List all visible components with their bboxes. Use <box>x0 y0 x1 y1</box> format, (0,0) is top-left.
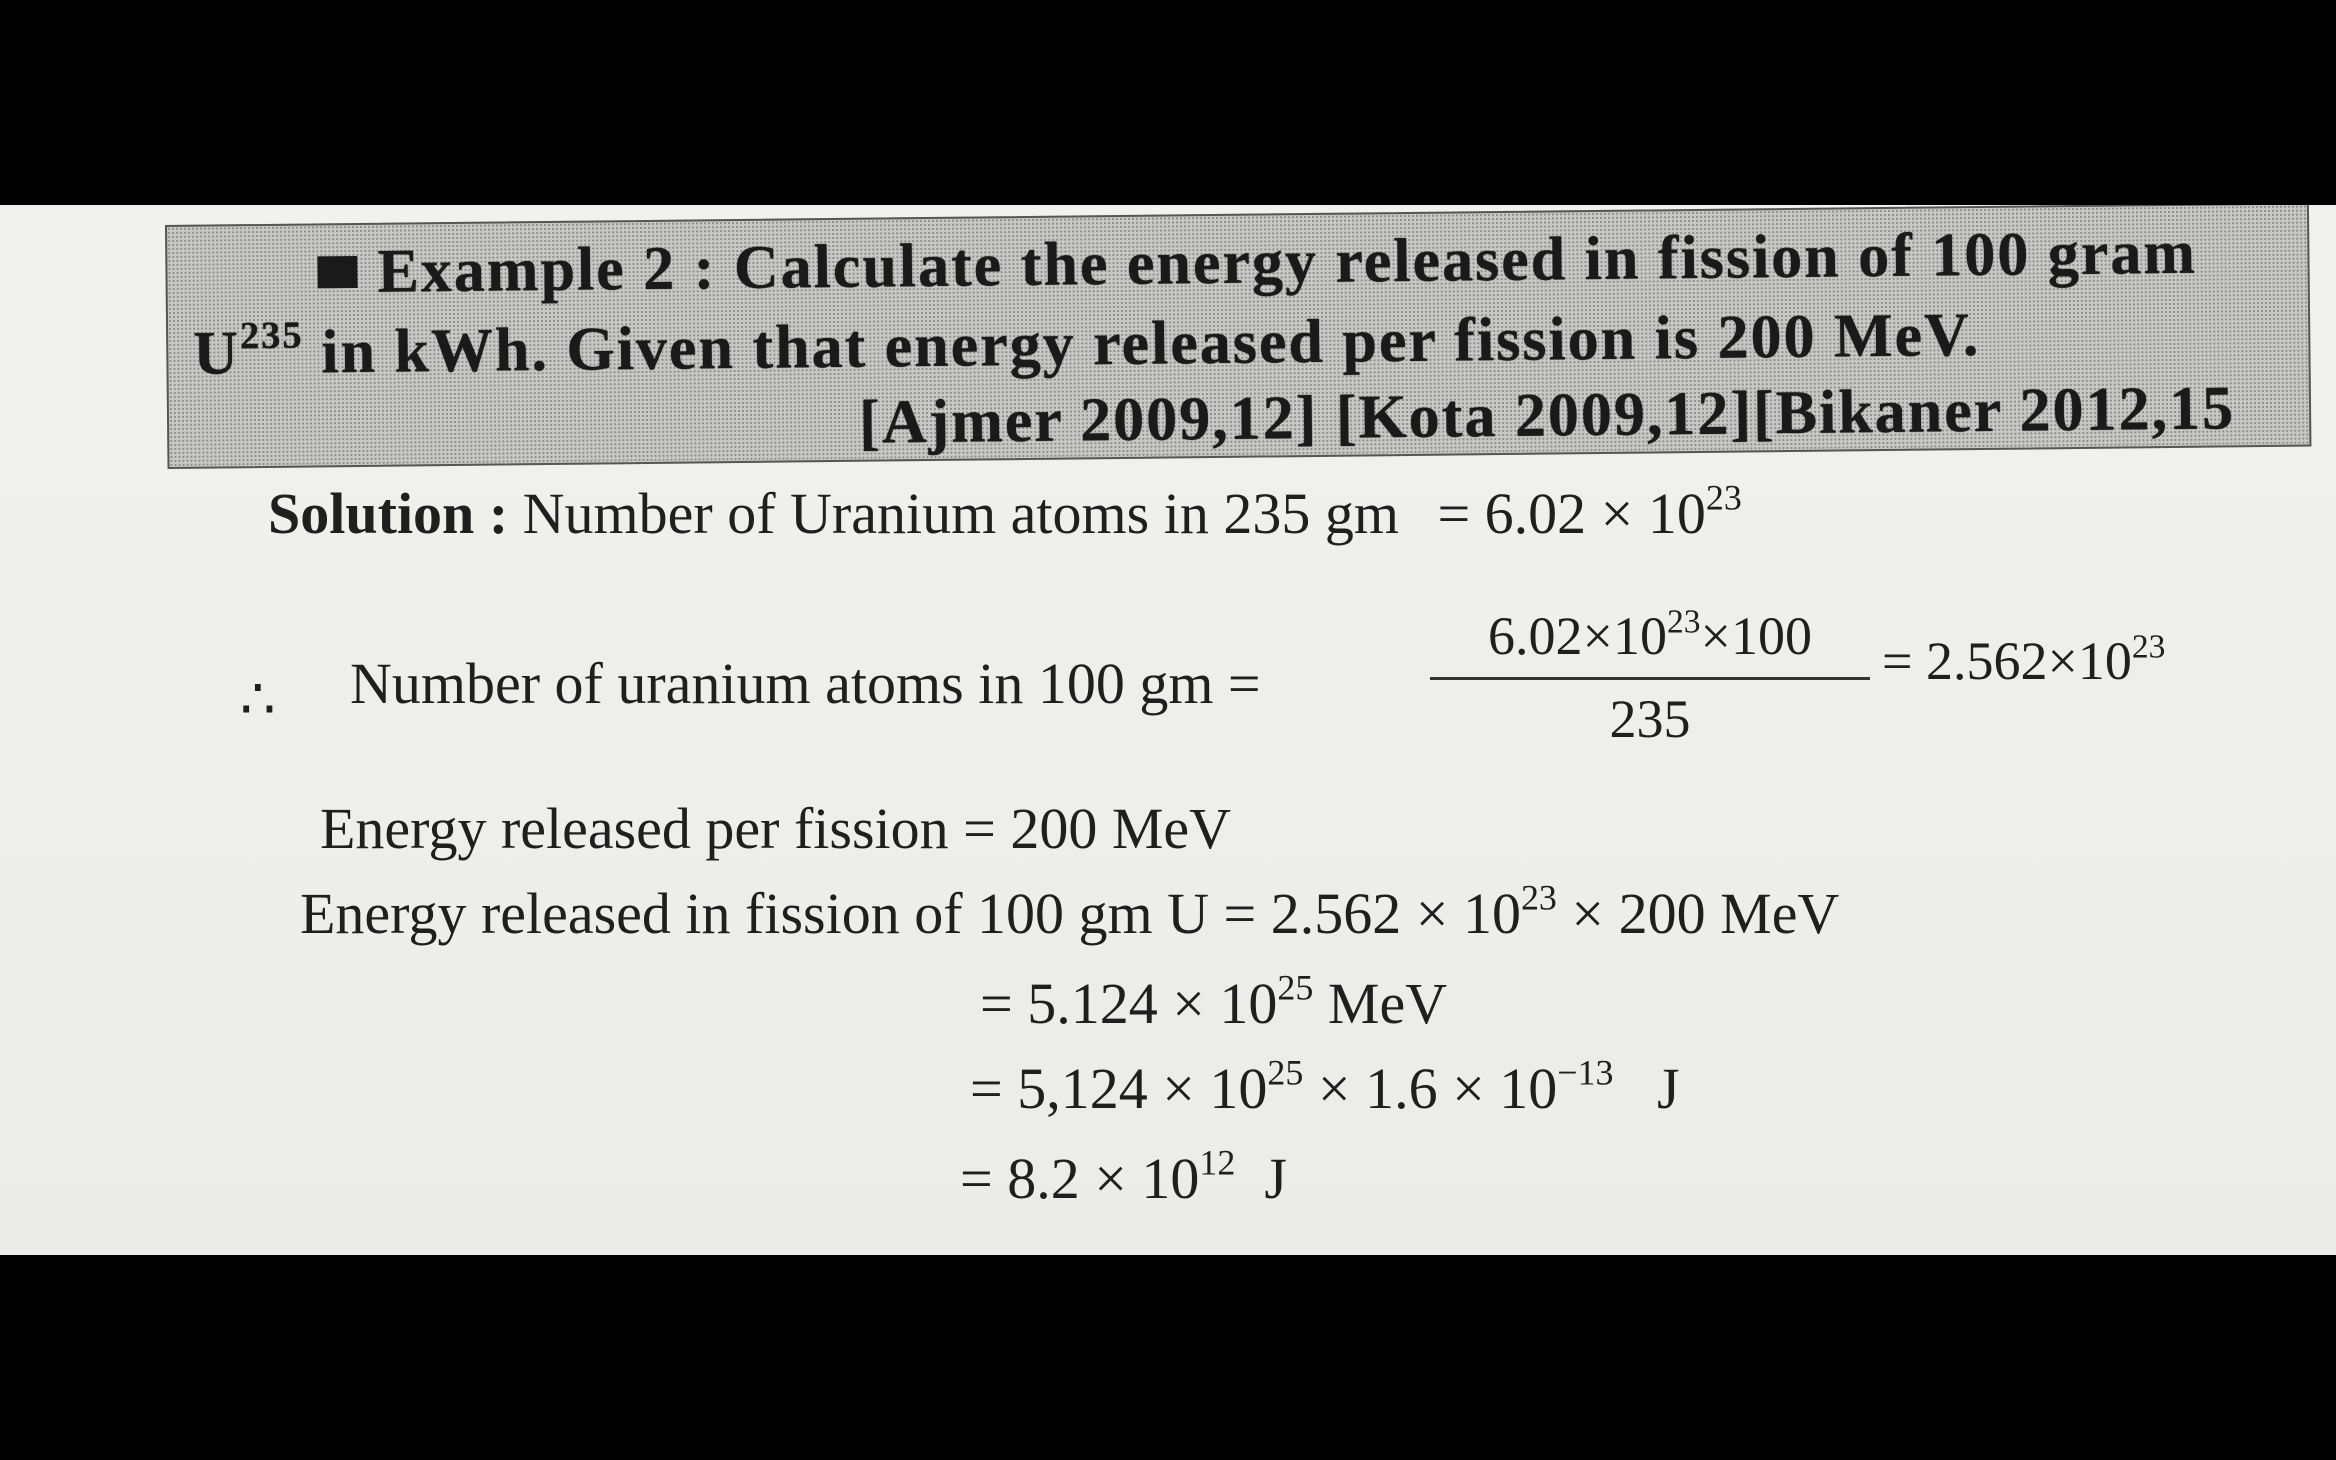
solution-label: Solution : <box>268 481 509 546</box>
exam-sources: [Ajmer 2009,12] [Kota 2009,12][Bikaner 2012,15 <box>858 374 2236 457</box>
therefore-symbol: ∴ <box>240 669 276 731</box>
solution-line-1 <box>268 477 1742 547</box>
solution-line-7 <box>960 1142 1287 1212</box>
solution-line-6 <box>970 1052 1680 1122</box>
solution-line-1-exponent: 23 <box>1705 477 1742 518</box>
example-title <box>317 218 2197 309</box>
line-6-exponent-1: 25 <box>1267 1052 1304 1093</box>
fraction-numerator <box>1430 605 1870 680</box>
square-bullet-icon <box>317 256 357 288</box>
question-text: in kWh. Given that energy released per fission is 200 MeV. <box>303 300 1981 387</box>
line-4-exponent: 23 <box>1520 877 1557 918</box>
solution-line-5 <box>980 967 1448 1037</box>
solution-line-1-value: = 6.02 × 10 <box>1437 481 1706 546</box>
example-question-line <box>193 300 1981 390</box>
textbook-page <box>0 205 2336 1255</box>
numerator-exponent: 23 <box>1667 603 1701 641</box>
line-7-exponent: 12 <box>1199 1142 1236 1183</box>
solution-line-3: Energy released per fission = 200 MeV <box>320 796 1232 861</box>
line-5-part-b: MeV <box>1313 971 1448 1036</box>
line-6-part-b: × 1.6 × 10 <box>1303 1056 1558 1121</box>
line-7-part-b: J <box>1235 1146 1287 1211</box>
line-4-part-b: × 200 MeV <box>1556 881 1840 946</box>
fraction-denominator: 235 <box>1609 689 1691 749</box>
line-6-part-c: J <box>1613 1056 1680 1121</box>
line-6-exponent-2: −13 <box>1557 1052 1614 1093</box>
uranium-symbol: U <box>192 319 241 388</box>
example-title-text: Example 2 : Calculate the energy released in fission of 100 gram <box>377 218 2198 306</box>
solution-line-2-text: Number of uranium atoms in 100 gm = <box>350 651 1261 716</box>
line-6-part-a: = 5,124 × 10 <box>970 1056 1268 1121</box>
line-5-part-a: = 5.124 × 10 <box>980 971 1278 1036</box>
solution-line-4 <box>300 877 1840 947</box>
result-base: = 2.562×10 <box>1882 631 2132 691</box>
numerator-multiplier: ×100 <box>1700 606 1812 666</box>
solution-line-2-result <box>1882 630 2165 692</box>
example-box <box>165 205 2311 469</box>
line-4-part-a: Energy released in fission of 100 gm U = 2.562 × 10 <box>300 881 1521 946</box>
atoms-fraction <box>1430 605 1870 750</box>
solution-line-1-text: Number of Uranium atoms in 235 gm <box>522 481 1399 546</box>
line-5-exponent: 25 <box>1277 967 1314 1008</box>
result-exponent: 23 <box>2131 628 2166 666</box>
line-7-part-a: = 8.2 × 10 <box>960 1146 1200 1211</box>
numerator-base: 6.02×10 <box>1488 606 1668 666</box>
uranium-mass-number: 235 <box>239 314 304 358</box>
